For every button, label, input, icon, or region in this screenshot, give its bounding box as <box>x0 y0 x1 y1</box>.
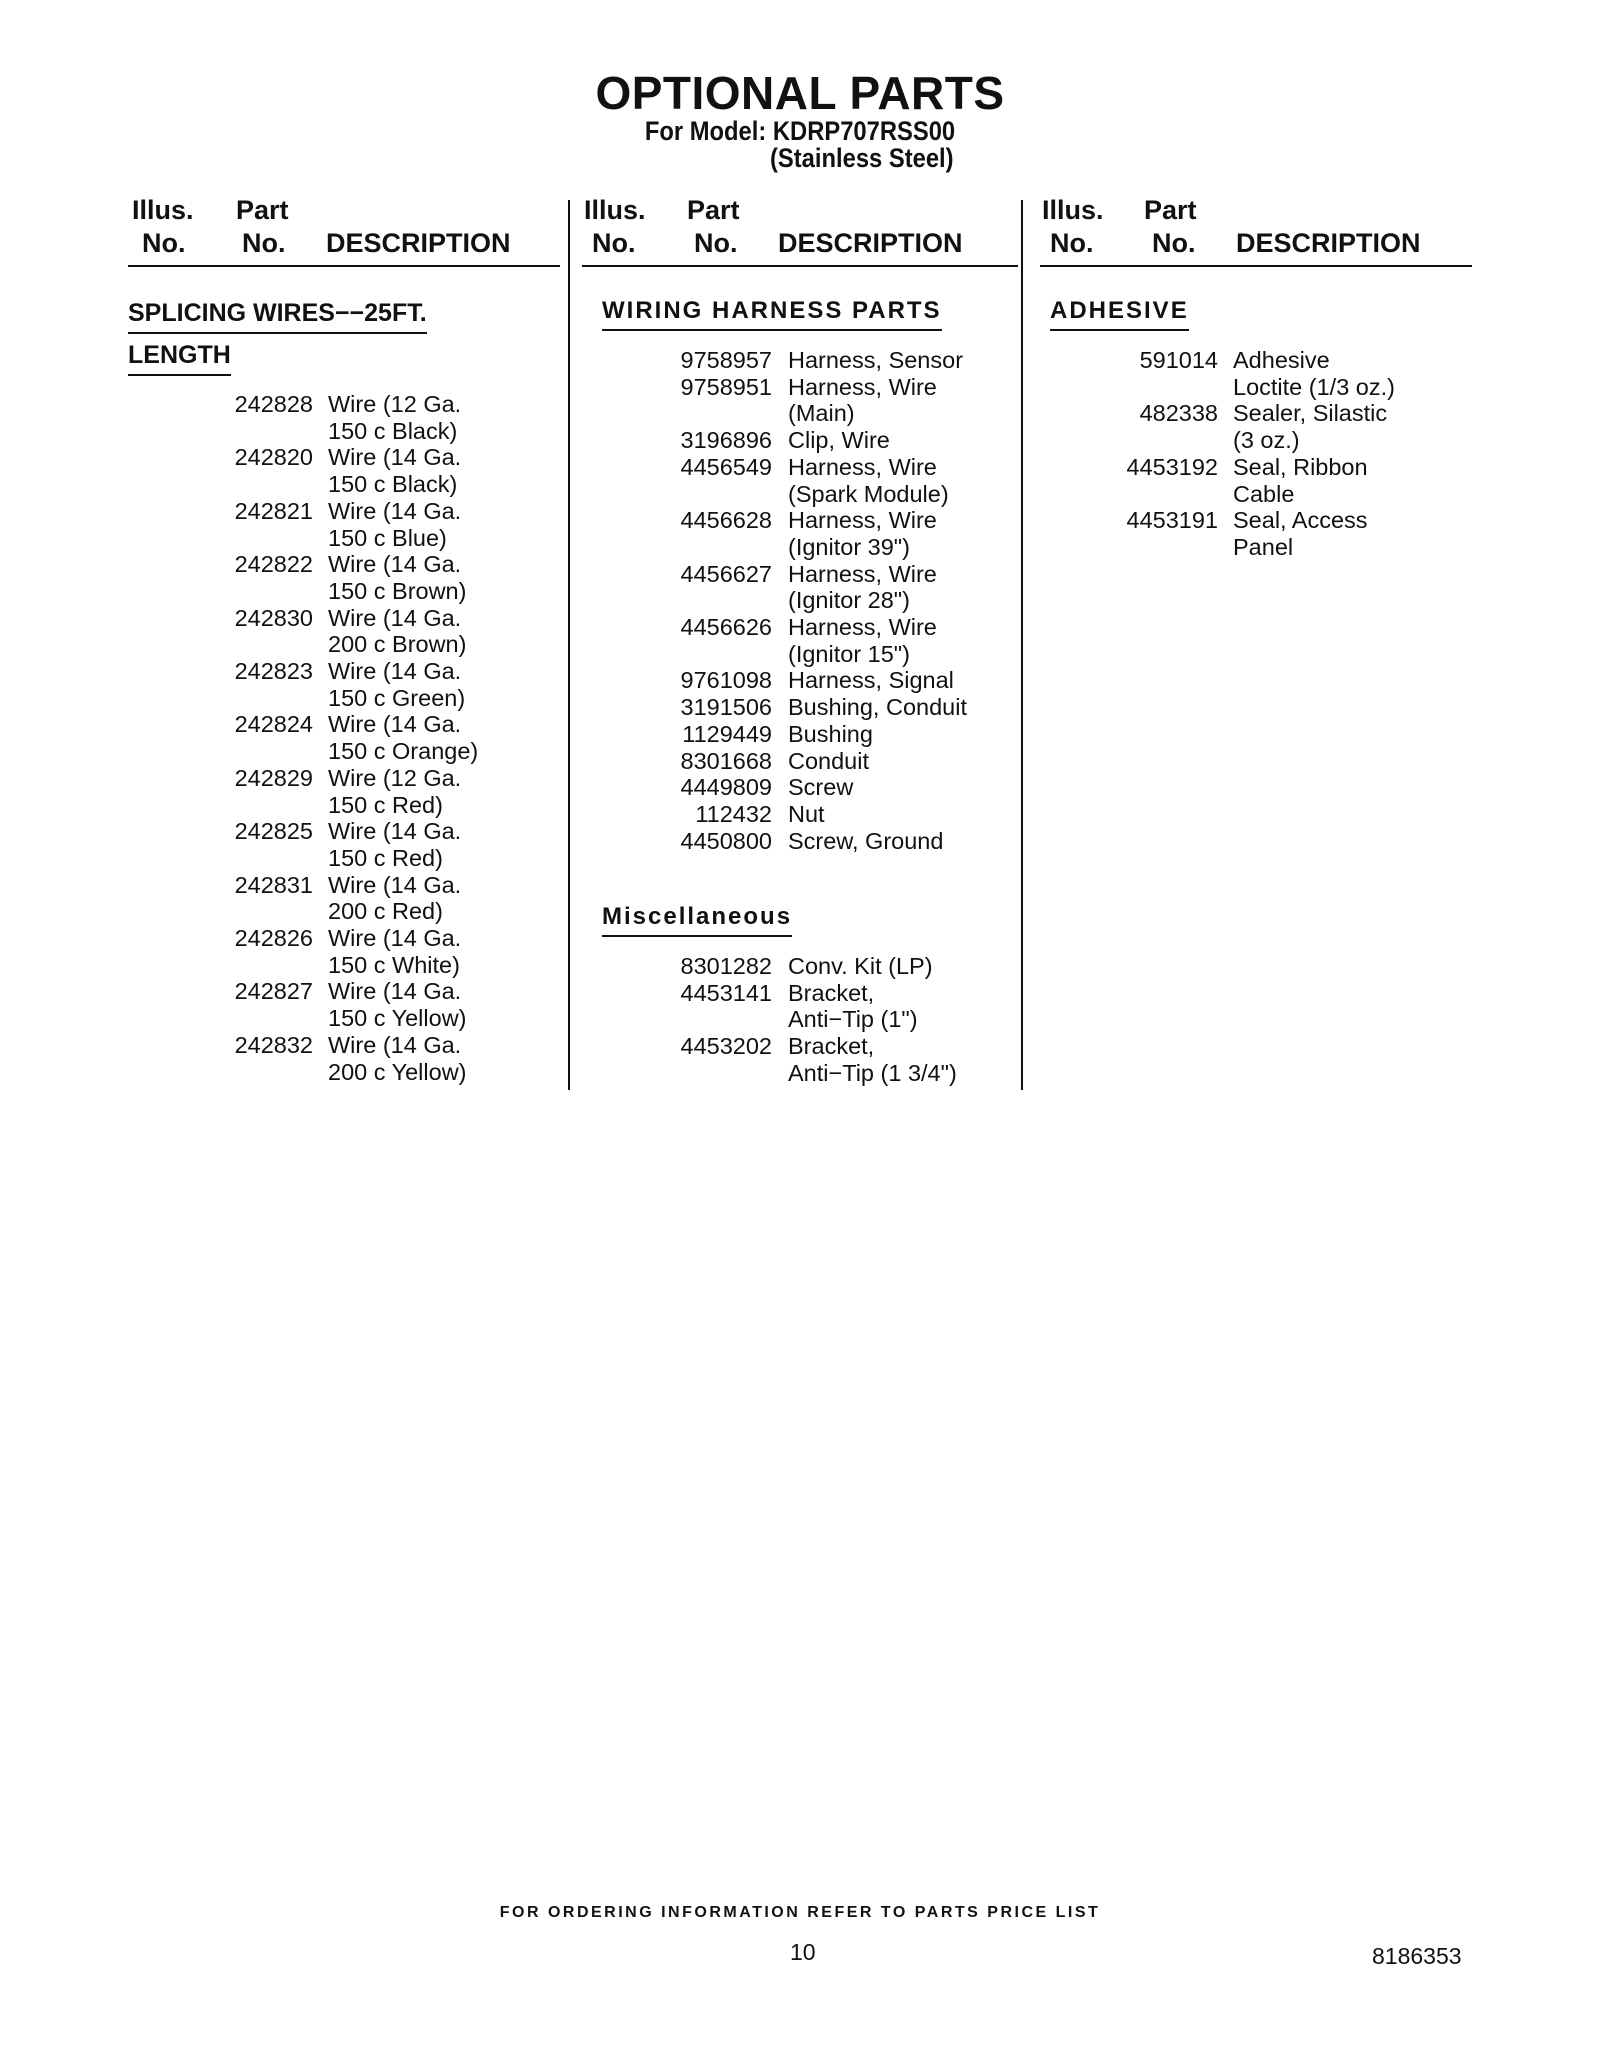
description-header: DESCRIPTION <box>778 228 963 258</box>
part-row <box>582 774 967 801</box>
section-title-adhesive: ADHESIVE <box>1050 297 1189 331</box>
column-header <box>128 195 560 267</box>
part-description: Conduit <box>788 747 869 774</box>
part-header-top: Part <box>1144 195 1197 225</box>
column-3 <box>1040 195 1472 560</box>
part-row <box>582 347 967 374</box>
part-number: 242830 <box>234 604 313 631</box>
part-number: 4450800 <box>680 827 772 854</box>
part-description: Harness, Signal <box>788 667 954 694</box>
part-description: Harness, Wire (Ignitor 39") <box>788 507 937 560</box>
part-description: Wire (14 Ga. 150 c Brown) <box>328 551 467 604</box>
column-divider <box>1021 200 1023 1090</box>
part-number: 242822 <box>234 551 313 578</box>
parts-list-splicing <box>128 391 478 1085</box>
illus-header-top: Illus. <box>1042 195 1104 225</box>
column-divider <box>568 200 570 1090</box>
part-header-bottom: No. <box>242 228 286 258</box>
part-number: 4456627 <box>680 560 772 587</box>
part-header-top: Part <box>687 195 740 225</box>
part-description: Bracket, Anti−Tip (1") <box>788 979 918 1033</box>
part-number: 242829 <box>234 764 313 791</box>
part-number: 4449809 <box>680 774 772 801</box>
part-row <box>128 818 478 871</box>
part-row <box>582 667 967 694</box>
part-row <box>128 658 478 711</box>
part-description: Clip, Wire <box>788 427 890 454</box>
part-row <box>582 427 967 454</box>
part-row <box>1040 400 1395 453</box>
part-description: Seal, Ribbon Cable <box>1233 453 1368 507</box>
part-description: Bushing <box>788 720 873 747</box>
part-description: Wire (14 Ga. 200 c Yellow) <box>328 1031 467 1085</box>
part-row <box>582 507 967 560</box>
part-description: Bracket, Anti−Tip (1 3/4") <box>788 1033 957 1086</box>
part-number: 4456626 <box>680 614 772 641</box>
part-number: 242824 <box>234 711 313 738</box>
part-row <box>582 694 967 721</box>
part-number: 482338 <box>1139 400 1218 427</box>
part-number: 9761098 <box>680 667 772 694</box>
column-header <box>582 195 1018 267</box>
page-number: 10 <box>790 1939 816 1965</box>
part-description: Wire (14 Ga. 150 c Yellow) <box>328 978 467 1032</box>
part-row <box>128 1032 478 1085</box>
part-row <box>582 614 967 667</box>
part-description: Wire (14 Ga. 150 c Orange) <box>328 711 479 765</box>
document-number: 8186353 <box>1372 1943 1462 1969</box>
part-row <box>128 872 478 925</box>
part-row <box>582 721 967 748</box>
part-number: 4453202 <box>680 1033 772 1060</box>
part-number: 9758951 <box>680 373 772 400</box>
illus-header-top: Illus. <box>584 195 646 225</box>
part-row <box>128 711 478 764</box>
part-header-top: Part <box>236 195 289 225</box>
part-row <box>582 561 967 614</box>
part-header-bottom: No. <box>1152 228 1196 258</box>
part-description: Wire (14 Ga. 150 c Red) <box>328 818 462 871</box>
part-description: Wire (14 Ga. 200 c Brown) <box>328 604 467 658</box>
part-description: Screw <box>788 774 854 801</box>
part-description: Adhesive Loctite (1/3 oz.) <box>1233 347 1395 400</box>
part-description: Harness, Wire (Main) <box>788 373 937 427</box>
part-number: 242831 <box>234 871 313 898</box>
part-row <box>1040 347 1395 400</box>
description-header: DESCRIPTION <box>1236 228 1421 258</box>
part-number: 3196896 <box>680 427 772 454</box>
part-row <box>582 828 967 855</box>
part-row <box>582 1033 957 1086</box>
part-row <box>128 605 478 658</box>
part-row <box>582 801 967 828</box>
section-title-splicing: SPLICING WIRES−−25FT. <box>128 299 427 334</box>
illus-header-bottom: No. <box>592 228 636 258</box>
column-1 <box>128 195 560 1085</box>
part-description: Harness, Wire (Ignitor 28") <box>788 560 937 614</box>
part-row <box>1040 454 1395 507</box>
part-description: Screw, Ground <box>788 827 944 854</box>
part-number: 242820 <box>234 444 313 471</box>
column-2 <box>582 195 1018 1086</box>
part-number: 112432 <box>695 800 772 827</box>
part-description: Harness, Sensor <box>788 347 964 373</box>
illus-header-top: Illus. <box>132 195 194 225</box>
part-number: 242821 <box>234 497 313 524</box>
part-number: 242826 <box>234 925 313 952</box>
part-row <box>582 980 957 1033</box>
part-number: 242825 <box>234 818 313 845</box>
part-row <box>582 953 957 980</box>
part-description: Bushing, Conduit <box>788 694 967 721</box>
illus-header-bottom: No. <box>142 228 186 258</box>
part-row <box>128 391 478 444</box>
part-number: 8301282 <box>680 953 772 979</box>
part-number: 8301668 <box>680 747 772 774</box>
part-number: 4453141 <box>680 979 772 1006</box>
model-finish-subtitle: (Stainless Steel) <box>770 143 954 173</box>
part-row <box>128 978 478 1031</box>
section-title-harness: WIRING HARNESS PARTS <box>602 297 942 331</box>
parts-list-harness <box>582 347 967 854</box>
column-header <box>1040 195 1472 267</box>
part-number: 242832 <box>234 1031 313 1058</box>
section-title-splicing-line2: LENGTH <box>128 341 231 376</box>
part-header-bottom: No. <box>694 228 738 258</box>
page-title: OPTIONAL PARTS <box>595 67 1005 119</box>
part-row <box>128 444 478 497</box>
part-row <box>582 454 967 507</box>
part-description: Seal, Access Panel <box>1233 507 1368 560</box>
illus-header-bottom: No. <box>1050 228 1094 258</box>
part-number: 242827 <box>234 978 313 1005</box>
part-number: 591014 <box>1139 347 1218 373</box>
part-description: Nut <box>788 800 825 827</box>
part-description: Wire (12 Ga. 150 c Red) <box>328 764 462 818</box>
part-description: Wire (14 Ga. 200 c Red) <box>328 871 462 925</box>
part-description: Wire (14 Ga. 150 c Black) <box>328 444 462 498</box>
part-description: Wire (12 Ga. 150 c Black) <box>328 391 462 444</box>
part-description: Wire (14 Ga. 150 c White) <box>328 925 462 978</box>
part-description: Harness, Wire (Spark Module) <box>788 453 949 507</box>
part-number: 4453192 <box>1126 453 1218 480</box>
part-number: 4453191 <box>1126 507 1218 534</box>
parts-list-misc <box>582 953 957 1087</box>
part-description: Wire (14 Ga. 150 c Blue) <box>328 497 462 551</box>
part-number: 242823 <box>234 658 313 685</box>
part-description: Wire (14 Ga. 150 c Green) <box>328 658 466 711</box>
part-row <box>582 374 967 427</box>
section-title-misc: Miscellaneous <box>602 903 792 937</box>
part-number: 4456628 <box>680 507 772 534</box>
ordering-note: FOR ORDERING INFORMATION REFER TO PARTS PRICE LIST <box>499 1904 1101 1921</box>
part-row <box>1040 507 1395 560</box>
part-number: 1129449 <box>682 720 772 747</box>
part-number: 242828 <box>234 391 313 417</box>
part-number: 9758957 <box>680 347 772 373</box>
part-description: Sealer, Silastic (3 oz.) <box>1233 400 1388 454</box>
part-row <box>582 748 967 775</box>
part-number: 3191506 <box>680 694 772 721</box>
part-row <box>128 925 478 978</box>
description-header: DESCRIPTION <box>326 228 511 258</box>
part-description: Conv. Kit (LP) <box>788 953 933 979</box>
model-subtitle: For Model: KDRP707RSS00 <box>644 116 956 146</box>
part-row <box>128 765 478 818</box>
part-number: 4456549 <box>680 453 772 480</box>
part-description: Harness, Wire (Ignitor 15") <box>788 614 937 667</box>
part-row <box>128 551 478 604</box>
parts-list-adhesive <box>1040 347 1395 561</box>
part-row <box>128 498 478 551</box>
